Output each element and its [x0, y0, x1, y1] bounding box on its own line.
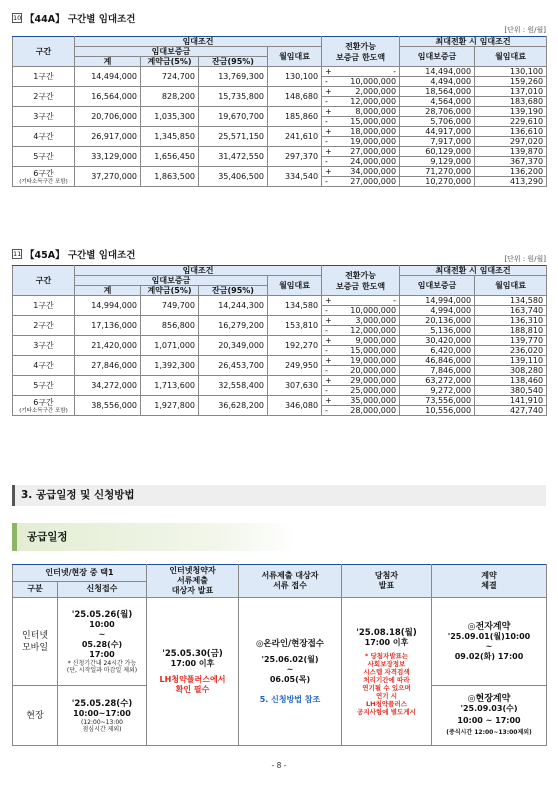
deposit-total: 14,994,000: [75, 296, 141, 316]
announce-note: LH청약플러스에서 확인 필수: [159, 674, 226, 694]
convertible-minus: 24,000,000: [336, 157, 400, 167]
deposit-total: 33,129,000: [75, 147, 141, 167]
convertible-plus: 19,000,000: [336, 356, 400, 366]
max-deposit-plus: 46,846,000: [400, 356, 475, 366]
max-deposit-minus: 6,420,000: [400, 346, 475, 356]
header-total: 계: [75, 57, 141, 67]
max-deposit-minus: 5,136,000: [400, 326, 475, 336]
onsite-date: '25.05.28(수): [71, 698, 133, 709]
max-deposit-minus: 4,994,000: [400, 306, 475, 316]
contract-deposit: 1,863,500: [141, 167, 199, 187]
max-deposit-minus: 10,556,000: [400, 406, 475, 416]
max-rent-minus: 163,740: [475, 306, 547, 316]
header-max-monthly: 월임대료: [475, 276, 547, 296]
section-label: [13, 316, 75, 336]
monthly-rent: 130,100: [268, 67, 322, 87]
convertible-plus: 27,000,000: [336, 147, 400, 157]
header-contract: 계약 체결: [432, 565, 547, 598]
site-contract-date: '25.09.03(수): [460, 703, 518, 713]
minus-sign: -: [322, 346, 336, 356]
table-row: [13, 107, 547, 117]
convertible-minus: 27,000,000: [336, 177, 400, 187]
winner-note: * 당첨자발표는 사회보장정보 시스템 자격검색 처리기간에 따라 연기될 수 있으며 연기 시 LH청약플러스 공지사항에 별도게시: [357, 651, 416, 716]
section-label: [13, 107, 75, 127]
monthly-rent: 148,680: [268, 87, 322, 107]
table-b-number: 11: [13, 250, 22, 258]
convertible-minus: 15,000,000: [336, 117, 400, 127]
convertible-plus: 2,000,000: [336, 87, 400, 97]
section-label: [13, 67, 75, 87]
e-contract-tilde: ~: [485, 641, 493, 651]
deposit-total: 38,556,000: [75, 396, 141, 416]
section-name: 3구간: [33, 340, 54, 350]
online-time-start: 10:00: [89, 619, 115, 629]
minus-sign: -: [322, 97, 336, 107]
section-label: [13, 376, 75, 396]
contract-deposit: 828,200: [141, 87, 199, 107]
table-b-title-text: 【45A】 구간별 임대조건: [25, 250, 136, 261]
header-type: 구분: [13, 581, 58, 598]
max-rent-plus: 139,110: [475, 356, 547, 366]
header-max-conversion: 최대전환 시 임대조건: [400, 266, 547, 276]
online-apply-cell: [58, 598, 147, 686]
contract-deposit: 1,713,600: [141, 376, 199, 396]
contract-deposit: 1,345,850: [141, 127, 199, 147]
plus-sign: +: [322, 127, 336, 137]
announce-time: 17:00 이후: [170, 658, 215, 668]
page-number: - 8 -: [271, 761, 287, 770]
deposit-total: 26,917,000: [75, 127, 141, 147]
header-total: 계: [75, 286, 141, 296]
onsite-note: (12:00~13:00 점심시간 제외): [81, 718, 123, 733]
max-rent-minus: 229,610: [475, 117, 547, 127]
balance: 14,244,300: [199, 296, 268, 316]
header-balance: 잔금(95%): [199, 286, 268, 296]
header-max-deposit: 임대보증금: [400, 47, 475, 67]
header-balance: 잔금(95%): [199, 57, 268, 67]
max-deposit-plus: 20,136,000: [400, 316, 475, 326]
submit-cell: [239, 598, 342, 746]
contract-deposit: 1,392,300: [141, 356, 199, 376]
convertible-minus: 10,000,000: [336, 77, 400, 87]
max-rent-plus: 139,190: [475, 107, 547, 117]
table-row: [13, 396, 547, 406]
submit-tilde: ~: [286, 664, 294, 674]
minus-sign: -: [322, 406, 336, 416]
online-date-end: 05.28(수): [81, 639, 123, 649]
max-deposit-plus: 60,129,000: [400, 147, 475, 157]
minus-sign: -: [322, 306, 336, 316]
max-rent-minus: 236,020: [475, 346, 547, 356]
balance: 16,279,200: [199, 316, 268, 336]
balance: 36,628,200: [199, 396, 268, 416]
section-label: [13, 336, 75, 356]
plus-sign: +: [322, 376, 336, 386]
section-sub: (기타소득구간 포함): [19, 407, 68, 414]
header-contract: 계약금(5%): [141, 57, 199, 67]
max-rent-plus: 139,870: [475, 147, 547, 157]
plus-sign: +: [322, 316, 336, 326]
max-rent-minus: 159,260: [475, 77, 547, 87]
e-contract-date-start: '25.09.01(월)10:00: [447, 631, 531, 641]
max-deposit-plus: 63,272,000: [400, 376, 475, 386]
plus-sign: +: [322, 336, 336, 346]
section-3-heading: 3. 공급일정 및 신청방법: [12, 485, 546, 506]
minus-sign: -: [322, 177, 336, 187]
rent-table-body: [13, 296, 547, 416]
plus-sign: +: [322, 396, 336, 406]
header-max-monthly: 월임대료: [475, 47, 547, 67]
convertible-minus: 12,000,000: [336, 326, 400, 336]
monthly-rent: 134,580: [268, 296, 322, 316]
onsite-label: 현장: [13, 686, 58, 746]
table-a-title-text: 【44A】 구간별 임대조건: [25, 14, 136, 25]
balance: 32,558,400: [199, 376, 268, 396]
header-convertible: 전환가능 보증금 한도액: [322, 266, 400, 296]
max-deposit-minus: 4,564,000: [400, 97, 475, 107]
max-rent-minus: 367,370: [475, 157, 547, 167]
header-contract: 계약금(5%): [141, 286, 199, 296]
max-rent-minus: 188,810: [475, 326, 547, 336]
header-rent-condition: 임대조건: [75, 37, 322, 47]
header-apply: 신청접수: [58, 581, 147, 598]
contract-deposit: 724,700: [141, 67, 199, 87]
e-contract-title: ◎전자계약: [467, 621, 511, 632]
header-max-conversion: 최대전환 시 임대조건: [400, 37, 547, 47]
table-row: [13, 167, 547, 177]
section-label: [13, 147, 75, 167]
convertible-minus: 12,000,000: [336, 97, 400, 107]
table-a-number: 10: [13, 14, 22, 22]
online-date-start: '25.05.26(월): [71, 609, 133, 620]
e-contract-cell: [432, 598, 547, 686]
header-monthly-rent: 월임대료: [268, 276, 322, 296]
header-choose-one: 인터넷/현장 중 택1: [13, 565, 147, 582]
convertible-minus: 10,000,000: [336, 306, 400, 316]
table-a-title: [12, 11, 135, 25]
minus-sign: -: [322, 386, 336, 396]
section-name: 4구간: [33, 131, 54, 141]
table-row: [13, 67, 547, 77]
deposit-total: 21,420,000: [75, 336, 141, 356]
winner-time: 17:00 이후: [364, 637, 409, 647]
max-deposit-plus: 73,556,000: [400, 396, 475, 406]
convertible-minus: 20,000,000: [336, 366, 400, 376]
monthly-rent: 153,810: [268, 316, 322, 336]
max-rent-plus: 137,010: [475, 87, 547, 97]
balance: 35,406,500: [199, 167, 268, 187]
max-rent-minus: 380,540: [475, 386, 547, 396]
table-row: [13, 296, 547, 306]
convertible-minus: 15,000,000: [336, 346, 400, 356]
max-deposit-minus: 10,270,000: [400, 177, 475, 187]
convertible-plus: 29,000,000: [336, 376, 400, 386]
section-name: 5구간: [33, 151, 54, 161]
header-section: 구간: [13, 37, 75, 67]
convertible-plus: 18,000,000: [336, 127, 400, 137]
monthly-rent: 307,630: [268, 376, 322, 396]
rent-table-45a: [12, 265, 547, 416]
section-name: 5구간: [33, 380, 54, 390]
max-rent-plus: 134,580: [475, 296, 547, 306]
table-row: [13, 376, 547, 386]
section-label: [13, 356, 75, 376]
section-label: [13, 396, 75, 416]
contract-deposit: 749,700: [141, 296, 199, 316]
section-name: 1구간: [33, 71, 54, 81]
max-rent-minus: 183,680: [475, 97, 547, 107]
balance: 13,769,300: [199, 67, 268, 87]
table-row: [13, 356, 547, 366]
table-a-unit: [단위 : 원/월]: [504, 26, 546, 34]
section-name: 4구간: [33, 360, 54, 370]
announce-cell: [147, 598, 239, 746]
contract-deposit: 1,071,000: [141, 336, 199, 356]
convertible-minus: 19,000,000: [336, 137, 400, 147]
rent-table-body: [13, 67, 547, 187]
site-contract-cell: [432, 686, 547, 746]
balance: 19,670,700: [199, 107, 268, 127]
max-rent-minus: 308,280: [475, 366, 547, 376]
max-rent-minus: 427,740: [475, 406, 547, 416]
max-rent-plus: 130,100: [475, 67, 547, 77]
minus-sign: -: [322, 77, 336, 87]
max-deposit-plus: 14,994,000: [400, 296, 475, 306]
online-time-end: 17:00: [89, 649, 115, 659]
monthly-rent: 297,370: [268, 147, 322, 167]
section-name: 2구간: [33, 320, 54, 330]
convertible-plus: 3,000,000: [336, 316, 400, 326]
header-deposit-group: 임대보증금: [75, 276, 268, 286]
header-deposit-group: 임대보증금: [75, 47, 268, 57]
monthly-rent: 241,610: [268, 127, 322, 147]
max-deposit-plus: 44,917,000: [400, 127, 475, 137]
onsite-time: 10:00~17:00: [73, 708, 131, 718]
contract-deposit: 856,800: [141, 316, 199, 336]
contract-deposit: 1,656,450: [141, 147, 199, 167]
section-name: 6구간: [33, 168, 54, 178]
max-deposit-plus: 71,270,000: [400, 167, 475, 177]
announce-date: '25.05.30(금): [162, 648, 223, 659]
convertible-minus: 28,000,000: [336, 406, 400, 416]
table-b-title: [12, 247, 135, 261]
table-row: [13, 147, 547, 157]
submit-date-end: 06.05(목): [269, 674, 311, 684]
max-rent-plus: 136,610: [475, 127, 547, 137]
deposit-total: 34,272,000: [75, 376, 141, 396]
section-sub: (기타소득구간 포함): [19, 178, 68, 185]
header-monthly-rent: 월임대료: [268, 47, 322, 67]
convertible-minus: 25,000,000: [336, 386, 400, 396]
deposit-total: 27,846,000: [75, 356, 141, 376]
rent-table-44a: [12, 36, 547, 187]
minus-sign: -: [322, 366, 336, 376]
monthly-rent: 346,080: [268, 396, 322, 416]
supply-schedule-heading: 공급일정: [12, 523, 296, 551]
submit-method: ◎온라인/현장접수: [256, 638, 324, 649]
plus-sign: +: [322, 296, 336, 306]
deposit-total: 16,564,000: [75, 87, 141, 107]
site-contract-time: 10:00 ~ 17:00: [457, 715, 521, 725]
section-label: [13, 87, 75, 107]
max-rent-minus: 297,020: [475, 137, 547, 147]
section-label: [13, 127, 75, 147]
deposit-total: 17,136,000: [75, 316, 141, 336]
max-deposit-plus: 18,564,000: [400, 87, 475, 97]
header-section: 구간: [13, 266, 75, 296]
section-name: 2구간: [33, 91, 54, 101]
max-deposit-minus: 4,494,000: [400, 77, 475, 87]
monthly-rent: 185,860: [268, 107, 322, 127]
minus-sign: -: [322, 137, 336, 147]
max-rent-plus: 136,200: [475, 167, 547, 177]
monthly-rent: 334,540: [268, 167, 322, 187]
convertible-plus: 34,000,000: [336, 167, 400, 177]
site-contract-title: ◎현장계약: [467, 693, 511, 704]
table-row: [13, 87, 547, 97]
section-name: 6구간: [33, 397, 54, 407]
online-note: * 신청기간내 24시간 가능 (단, 시작일과 마감일 제외): [66, 659, 138, 674]
plus-sign: +: [322, 167, 336, 177]
convertible-plus: -: [336, 296, 400, 306]
balance: 20,349,000: [199, 336, 268, 356]
max-rent-plus: 139,770: [475, 336, 547, 346]
max-deposit-minus: 7,917,000: [400, 137, 475, 147]
convertible-plus: 8,000,000: [336, 107, 400, 117]
convertible-plus: -: [336, 67, 400, 77]
header-convertible: 전환가능 보증금 한도액: [322, 37, 400, 67]
section-name: 3구간: [33, 111, 54, 121]
minus-sign: -: [322, 326, 336, 336]
minus-sign: -: [322, 157, 336, 167]
section-label: [13, 167, 75, 187]
submit-date-start: '25.06.02(월): [261, 654, 319, 664]
onsite-apply-cell: [58, 686, 147, 746]
max-deposit-minus: 7,846,000: [400, 366, 475, 376]
contract-deposit: 1,035,300: [141, 107, 199, 127]
convertible-plus: 9,000,000: [336, 336, 400, 346]
winner-cell: [342, 598, 432, 746]
minus-sign: -: [322, 117, 336, 127]
plus-sign: +: [322, 147, 336, 157]
table-row: [13, 316, 547, 326]
max-deposit-plus: 30,420,000: [400, 336, 475, 346]
max-deposit-minus: 9,272,000: [400, 386, 475, 396]
header-winner: 당첨자 발표: [342, 565, 432, 598]
header-doc-submit: 서류제출 대상자 서류 접수: [239, 565, 342, 598]
balance: 25,571,150: [199, 127, 268, 147]
max-deposit-minus: 5,706,000: [400, 117, 475, 127]
schedule-table: [12, 564, 547, 746]
table-row: [13, 336, 547, 346]
deposit-total: 20,706,000: [75, 107, 141, 127]
balance: 31,472,550: [199, 147, 268, 167]
winner-date: '25.08.18(월): [356, 627, 417, 638]
balance: 15,735,800: [199, 87, 268, 107]
monthly-rent: 192,270: [268, 336, 322, 356]
max-rent-plus: 141,910: [475, 396, 547, 406]
table-b-unit: [단위 : 원/월]: [504, 255, 546, 263]
balance: 26,453,700: [199, 356, 268, 376]
site-contract-note: (중식시간 12:00~13:00제외): [446, 728, 532, 736]
online-tilde: ~: [98, 629, 106, 639]
plus-sign: +: [322, 356, 336, 366]
deposit-total: 37,270,000: [75, 167, 141, 187]
monthly-rent: 249,950: [268, 356, 322, 376]
section-name: 1구간: [33, 300, 54, 310]
convertible-plus: 35,000,000: [336, 396, 400, 406]
submit-reference: 5. 신청방법 참조: [259, 694, 321, 704]
plus-sign: +: [322, 67, 336, 77]
deposit-total: 14,494,000: [75, 67, 141, 87]
header-rent-condition: 임대조건: [75, 266, 322, 276]
header-max-deposit: 임대보증금: [400, 276, 475, 296]
max-rent-plus: 136,310: [475, 316, 547, 326]
contract-deposit: 1,927,800: [141, 396, 199, 416]
header-doc-target: 인터넷청약자 서류제출 대상자 발표: [147, 565, 239, 598]
max-rent-minus: 413,290: [475, 177, 547, 187]
max-deposit-plus: 28,706,000: [400, 107, 475, 117]
plus-sign: +: [322, 107, 336, 117]
max-rent-plus: 138,460: [475, 376, 547, 386]
plus-sign: +: [322, 87, 336, 97]
table-row: [13, 127, 547, 137]
online-label: 인터넷 모바일: [13, 598, 58, 686]
section-label: [13, 296, 75, 316]
e-contract-date-end: 09.02(화) 17:00: [454, 651, 524, 661]
max-deposit-plus: 14,494,000: [400, 67, 475, 77]
max-deposit-minus: 9,129,000: [400, 157, 475, 167]
